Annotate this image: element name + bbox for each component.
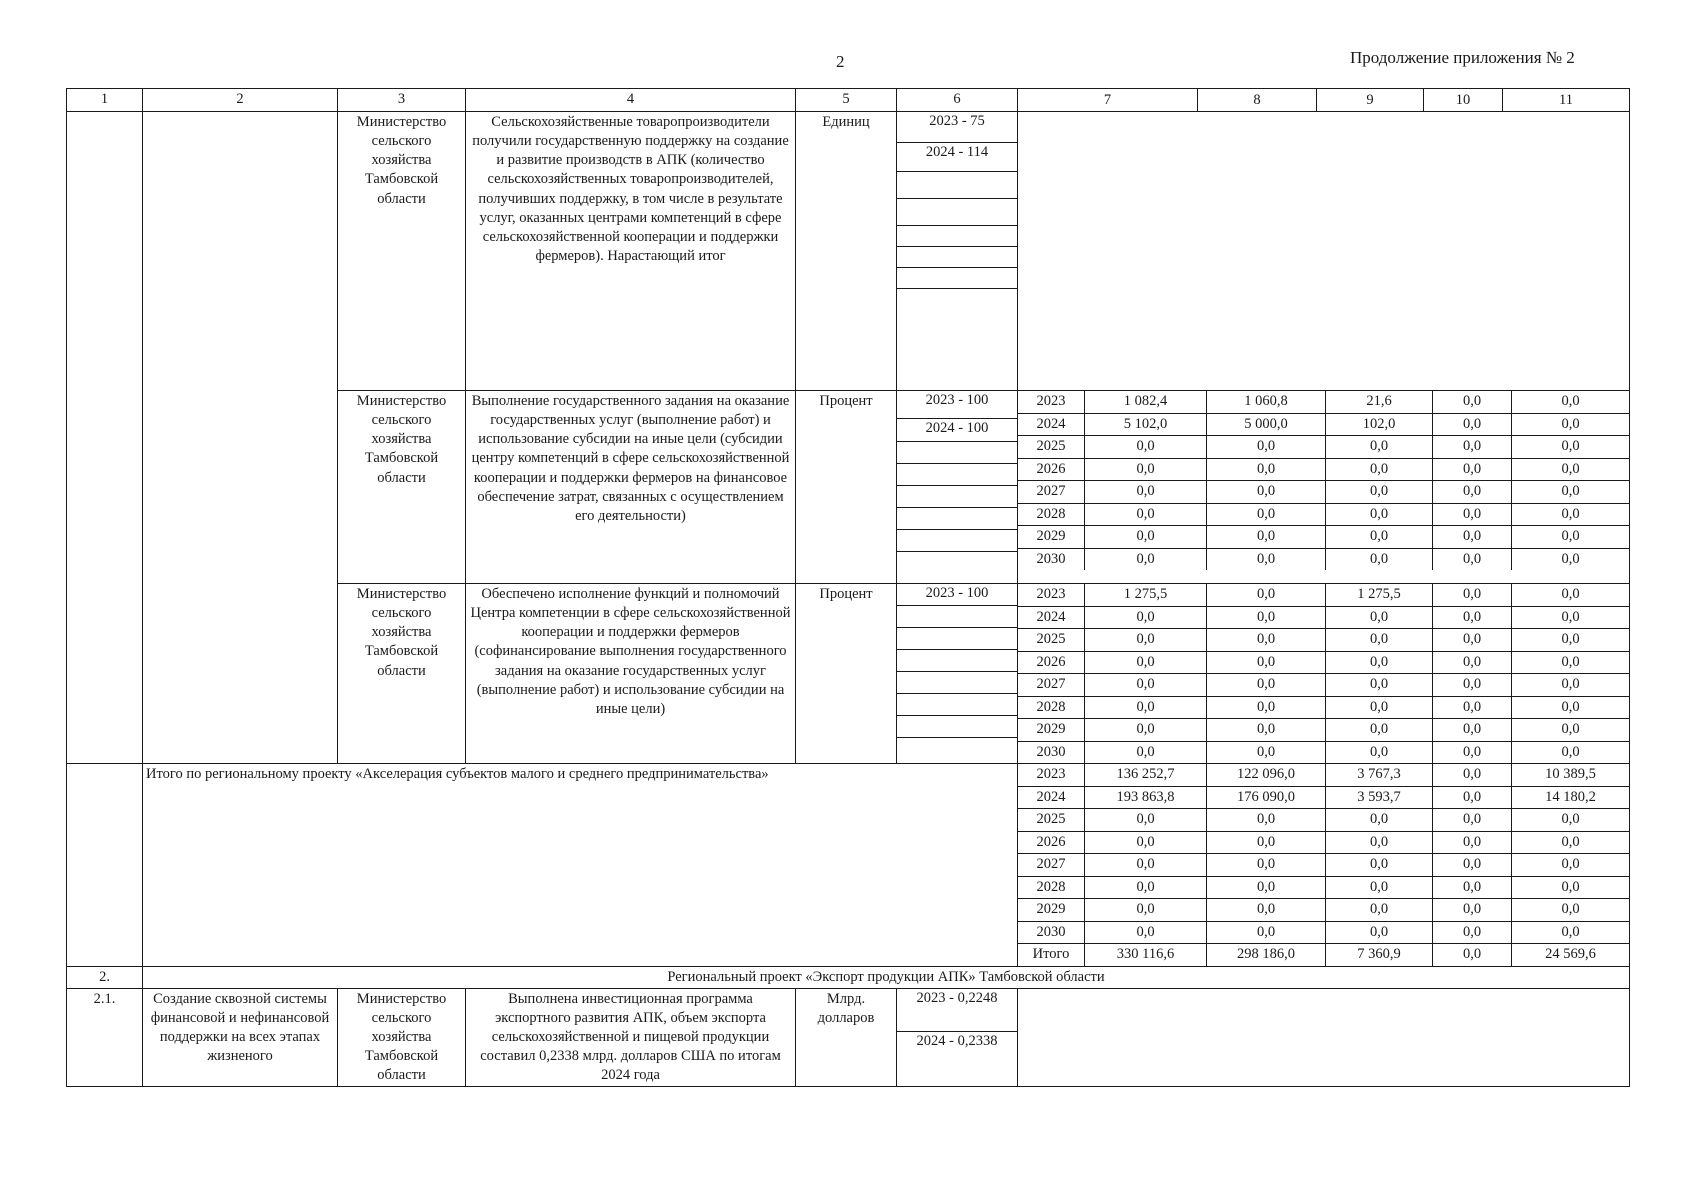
col-header: 8 [1198,89,1317,111]
amount-cell: 0,0 [1085,696,1207,719]
amount-cell: 0,0 [1085,741,1207,763]
amount-cell: 10 389,5 [1512,764,1630,786]
year-cell: Итого [1018,944,1085,966]
amount-cell: 0,0 [1512,876,1630,899]
year-row [1018,413,1629,436]
empty-values-cell [1018,988,1630,1087]
amount-cell: 0,0 [1512,629,1630,652]
amount-cell: 0,0 [1433,481,1512,504]
amount-cell: 5 000,0 [1207,413,1326,436]
amount-cell: 0,0 [1207,876,1326,899]
amount-cell: 0,0 [1085,436,1207,459]
amount-cell: 0,0 [1326,629,1433,652]
year-row [1018,584,1629,606]
target-value: 2024 - 114 [897,143,1017,172]
col-header: 9 [1317,89,1424,111]
year-cell: 2025 [1018,629,1085,652]
amount-cell: 0,0 [1326,741,1433,763]
year-values-cell [1018,584,1630,764]
task-cell: Создание сквозной системы финансовой и нефинансовой поддержки на всех этапах жизненого [143,988,338,1087]
amount-cell: 0,0 [1512,719,1630,742]
description-cell: Выполнение государственного задания на оказание государственных услуг (выполнение работ) и использование субсидии на иные цели (субсидии центру компетенций в сфере сельскохозяйственной кооперации и поддержки фермеров на финансовое обеспечение затрат, связанных с осуществлением его деятельности) [466,391,796,584]
amount-cell: 3 767,3 [1326,764,1433,786]
year-row [1018,719,1629,742]
col-header: 1 [67,89,143,112]
amount-cell: 193 863,8 [1085,786,1207,809]
amount-cell: 0,0 [1512,899,1630,922]
year-row [1018,876,1629,899]
amount-cell: 0,0 [1433,674,1512,697]
year-row [1018,786,1629,809]
year-cell: 2028 [1018,503,1085,526]
year-row [1018,458,1629,481]
target-cell [897,988,1018,1087]
amount-cell: 0,0 [1326,921,1433,944]
amount-cell: 0,0 [1512,696,1630,719]
year-cell: 2029 [1018,719,1085,742]
col-header: 3 [338,89,466,112]
amount-cell: 0,0 [1433,584,1512,606]
section-number: 2. [67,966,143,988]
year-cell: 2023 [1018,764,1085,786]
year-cell: 2025 [1018,436,1085,459]
target-value: 2023 - 0,2248 [897,989,1017,1032]
year-row [1018,548,1629,570]
amount-cell: 0,0 [1207,548,1326,570]
year-row [1018,899,1629,922]
year-cell: 2029 [1018,526,1085,549]
year-row [1018,921,1629,944]
unit-cell: Процент [796,584,897,764]
amount-cell: 0,0 [1085,481,1207,504]
year-cell: 2024 [1018,413,1085,436]
description-cell: Обеспечено исполнение функций и полномочий Центра компетенции в сфере сельскохозяйственной кооперации и поддержки фермеров (софинансирование выполнения государственного задания на оказание государственных услуг (выполнение работ) и использование субсидии на иные цели) [466,584,796,764]
amount-cell: 0,0 [1433,651,1512,674]
amount-cell: 3 593,7 [1326,786,1433,809]
col-header-group [1018,89,1630,112]
unit-cell: Единиц [796,112,897,391]
year-cell: 2030 [1018,921,1085,944]
amount-cell: 7 360,9 [1326,944,1433,966]
empty-values-cell [1018,112,1630,391]
amount-cell: 0,0 [1085,606,1207,629]
section-title: Региональный проект «Экспорт продукции АПК» Тамбовской области [143,966,1630,988]
year-cell: 2023 [1018,391,1085,413]
amount-cell: 176 090,0 [1207,786,1326,809]
col-header: 10 [1424,89,1503,111]
amount-cell: 0,0 [1085,629,1207,652]
year-cell: 2028 [1018,696,1085,719]
amount-cell: 0,0 [1207,436,1326,459]
amount-cell: 0,0 [1433,548,1512,570]
column-header-row [67,89,1630,112]
amount-cell: 0,0 [1433,809,1512,832]
year-row [1018,503,1629,526]
year-row [1018,764,1629,786]
target-value: 2024 - 0,2338 [916,1032,998,1049]
table-row [67,112,1630,391]
amount-cell: 0,0 [1207,629,1326,652]
amount-cell: 0,0 [1326,854,1433,877]
amount-cell: 0,0 [1512,584,1630,606]
amount-cell: 0,0 [1207,584,1326,606]
amount-cell: 1 275,5 [1326,584,1433,606]
ministry-cell: Министерство сельского хозяйства Тамбовской области [338,584,466,764]
amount-cell: 0,0 [1207,458,1326,481]
amount-cell: 0,0 [1512,503,1630,526]
year-cell: 2030 [1018,548,1085,570]
amount-cell: 0,0 [1207,831,1326,854]
amount-cell: 0,0 [1326,606,1433,629]
amount-cell: 0,0 [1433,944,1512,966]
year-row [1018,436,1629,459]
amount-cell: 21,6 [1326,391,1433,413]
amount-cell: 0,0 [1207,481,1326,504]
amount-cell: 0,0 [1433,526,1512,549]
amount-cell: 0,0 [1512,526,1630,549]
amount-cell: 0,0 [1512,651,1630,674]
year-row [1018,674,1629,697]
amount-cell: 0,0 [1207,606,1326,629]
amount-cell: 0,0 [1085,854,1207,877]
amount-cell: 0,0 [1433,741,1512,763]
amount-cell: 0,0 [1512,481,1630,504]
unit-cell: Процент [796,391,897,584]
amount-cell: 0,0 [1512,436,1630,459]
amount-cell: 0,0 [1433,899,1512,922]
target-value: 2024 - 100 [897,419,1017,442]
page-number: 2 [836,52,845,71]
year-row [1018,629,1629,652]
task-cell [143,112,338,764]
amount-cell: 1 082,4 [1085,391,1207,413]
amount-cell: 0,0 [1326,436,1433,459]
amount-cell: 0,0 [1085,651,1207,674]
appendix-table [66,88,1630,1087]
year-values-cell [1018,764,1630,967]
amount-cell: 0,0 [1433,854,1512,877]
amount-cell: 330 116,6 [1085,944,1207,966]
amount-cell: 0,0 [1326,481,1433,504]
table-row [67,988,1630,1087]
amount-cell: 0,0 [1326,458,1433,481]
amount-cell: 0,0 [1512,458,1630,481]
target-value: 2023 - 100 [897,584,1017,606]
amount-cell: 0,0 [1433,786,1512,809]
year-row [1018,606,1629,629]
col-header: 7 [1018,89,1198,111]
amount-cell: 0,0 [1561,743,1580,760]
amount-cell: 0,0 [1433,764,1512,786]
amount-cell: 0,0 [1085,548,1207,570]
ministry-cell: Министерство сельского хозяйства Тамбовской области [338,391,466,584]
amount-cell: 0,0 [1433,458,1512,481]
year-row [1018,526,1629,549]
amount-cell: 0,0 [1207,741,1326,763]
amount-cell: 0,0 [1326,503,1433,526]
year-cell: 2027 [1018,674,1085,697]
year-row [1018,741,1629,763]
amount-cell: 14 180,2 [1512,786,1630,809]
amount-cell: 0,0 [1512,809,1630,832]
amount-cell: 122 096,0 [1207,764,1326,786]
amount-cell: 0,0 [1512,606,1630,629]
amount-cell: 0,0 [1326,899,1433,922]
amount-cell: 0,0 [1433,391,1512,413]
year-cell: 2026 [1018,651,1085,674]
year-cell: 2024 [1018,606,1085,629]
amount-cell: 0,0 [1207,526,1326,549]
amount-cell: 0,0 [1207,854,1326,877]
year-row [1018,481,1629,504]
amount-cell: 0,0 [1512,921,1630,944]
unit-cell: Млрд. долларов [796,988,897,1087]
amount-cell: 0,0 [1326,831,1433,854]
amount-cell: 0,0 [1433,413,1512,436]
amount-cell: 0,0 [1512,391,1630,413]
year-cell: 2030 [1018,741,1085,763]
year-cell: 2029 [1018,899,1085,922]
year-row [1018,831,1629,854]
amount-cell: 0,0 [1207,674,1326,697]
amount-cell: 0,0 [1085,876,1207,899]
col-header: 2 [143,89,338,112]
year-values-cell [1018,391,1630,584]
year-cell: 2026 [1018,458,1085,481]
description-cell: Сельскохозяйственные товаропроизводители получили государственную поддержку на создание и развитие производств в АПК (количество сельскохозяйственных товаропроизводителей, получивших поддержку, в том числе в результате услуг, оказанных центрами компетенций в сфере сельскохозяйственной кооперации и поддержки фермеров). Нарастающий итог [466,112,796,391]
amount-cell: 0,0 [1326,526,1433,549]
amount-cell: 0,0 [1326,719,1433,742]
year-cell: 2027 [1018,481,1085,504]
amount-cell: 0,0 [1512,854,1630,877]
amount-cell: 0,0 [1085,921,1207,944]
amount-cell: 1 060,8 [1207,391,1326,413]
target-cell [897,584,1018,764]
col-header: 11 [1559,91,1573,108]
ministry-cell: Министерство сельского хозяйства Тамбовской области [338,988,466,1087]
amount-cell: 0,0 [1512,413,1630,436]
amount-cell: 0,0 [1207,719,1326,742]
amount-cell: 0,0 [1085,503,1207,526]
amount-cell: 1 275,5 [1085,584,1207,606]
amount-cell: 0,0 [1433,629,1512,652]
amount-cell: 0,0 [1085,719,1207,742]
amount-cell: 0,0 [1326,548,1433,570]
year-cell: 2026 [1018,831,1085,854]
amount-cell: 0,0 [1433,921,1512,944]
amount-cell: 0,0 [1326,674,1433,697]
amount-cell: 0,0 [1085,899,1207,922]
amount-cell: 298 186,0 [1207,944,1326,966]
year-cell: 2024 [1018,786,1085,809]
amount-cell: 0,0 [1085,458,1207,481]
amount-cell: 0,0 [1433,696,1512,719]
amount-cell: 0,0 [1433,876,1512,899]
section-header-row [67,966,1630,988]
amount-cell: 0,0 [1433,831,1512,854]
amount-cell: 0,0 [1207,809,1326,832]
row-number-cell [67,112,143,764]
amount-cell: 0,0 [1326,696,1433,719]
amount-cell: 24 569,6 [1545,946,1596,963]
amount-cell: 0,0 [1433,436,1512,459]
amount-cell: 0,0 [1326,809,1433,832]
amount-cell: 0,0 [1512,674,1630,697]
amount-cell: 0,0 [1085,809,1207,832]
amount-cell: 102,0 [1326,413,1433,436]
amount-cell: 0,0 [1561,550,1580,567]
amount-cell: 0,0 [1512,831,1630,854]
amount-cell: 136 252,7 [1085,764,1207,786]
amount-cell: 0,0 [1433,606,1512,629]
year-row [1018,854,1629,877]
year-cell: 2023 [1018,584,1085,606]
year-cell: 2027 [1018,854,1085,877]
amount-cell: 0,0 [1433,503,1512,526]
amount-cell: 0,0 [1207,651,1326,674]
year-row [1018,809,1629,832]
amount-cell: 0,0 [1326,876,1433,899]
target-cell [897,112,1018,391]
target-cell [897,391,1018,584]
row-number-cell: 2.1. [67,988,143,1087]
target-value: 2023 - 100 [897,391,1017,419]
amount-cell: 0,0 [1326,651,1433,674]
col-header: 6 [897,89,1018,112]
col-header: 5 [796,89,897,112]
year-cell: 2025 [1018,809,1085,832]
year-cell: 2028 [1018,876,1085,899]
year-row [1018,651,1629,674]
ministry-cell: Министерство сельского хозяйства Тамбовской области [338,112,466,391]
amount-cell: 0,0 [1207,921,1326,944]
col-header: 4 [466,89,796,112]
amount-cell: 0,0 [1207,696,1326,719]
total-row [67,764,1630,967]
year-row [1018,391,1629,413]
year-row [1018,696,1629,719]
total-label: Итого по региональному проекту «Акселерация субъектов малого и среднего предпринимательства» [143,764,1018,967]
amount-cell: 0,0 [1085,674,1207,697]
amount-cell: 0,0 [1207,503,1326,526]
amount-cell: 5 102,0 [1085,413,1207,436]
amount-cell: 0,0 [1085,831,1207,854]
amount-cell: 0,0 [1085,526,1207,549]
target-value: 2023 - 75 [897,112,1017,143]
year-row [1018,944,1629,966]
appendix-continuation-note: Продолжение приложения № 2 [1350,48,1575,67]
amount-cell: 0,0 [1207,899,1326,922]
description-cell: Выполнена инвестиционная программа экспортного развития АПК, объем экспорта сельскохозяйственной и пищевой продукции составил 0,2338 млрд. долларов США по итогам 2024 года [466,988,796,1087]
row-number-cell [67,764,143,967]
amount-cell: 0,0 [1433,719,1512,742]
